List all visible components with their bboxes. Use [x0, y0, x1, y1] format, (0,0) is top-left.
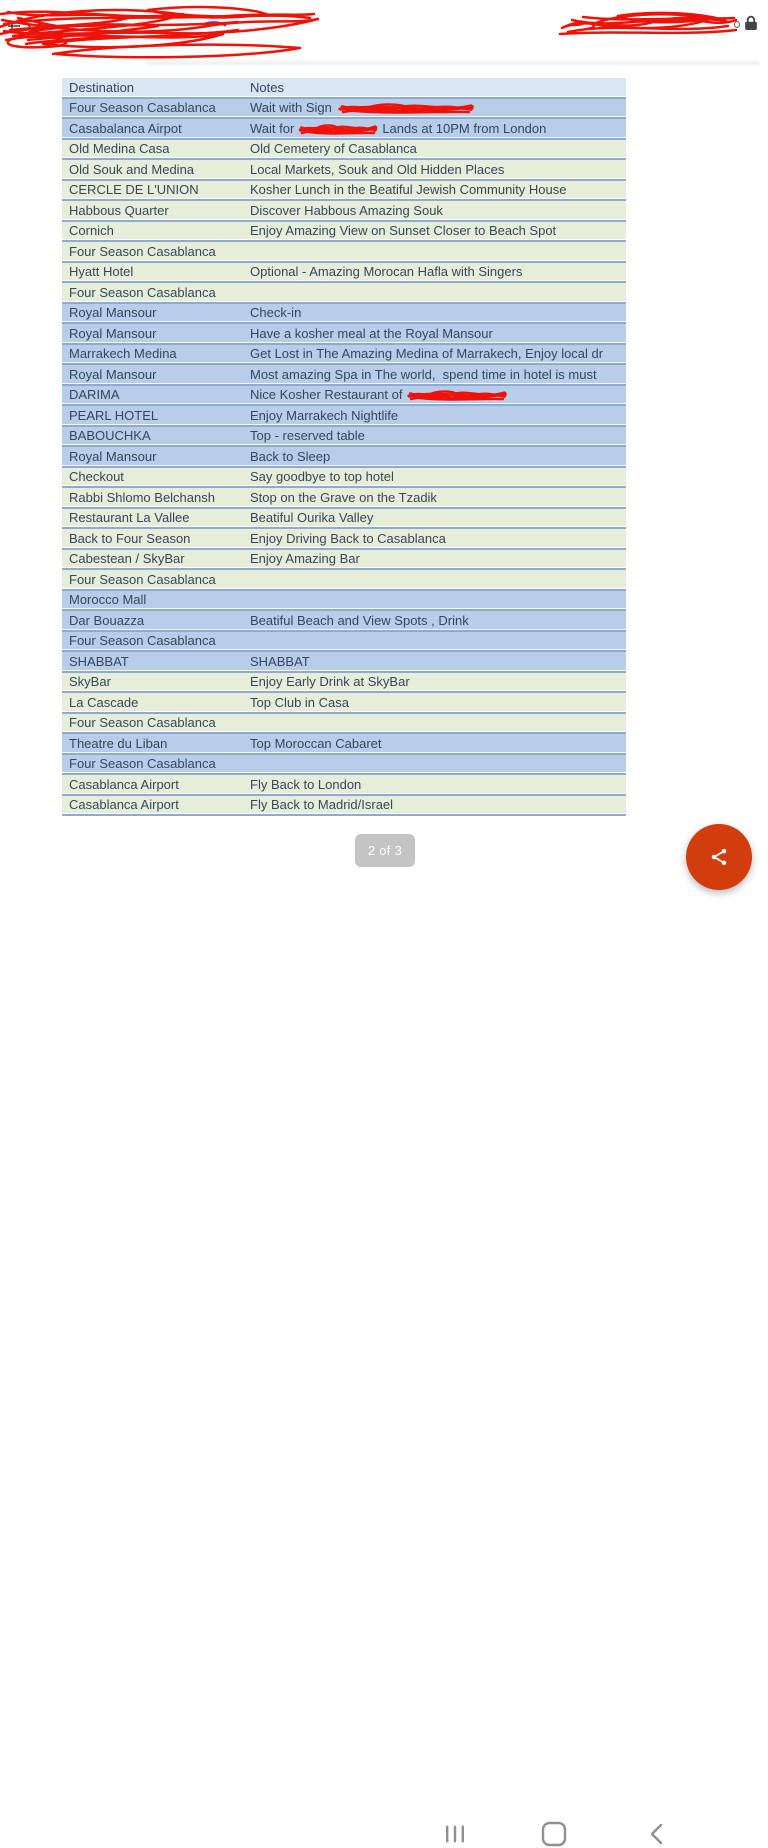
notes-text: Optional - Amazing Morocan Hafla with Singers — [250, 264, 523, 280]
destination-cell: SHABBAT — [69, 653, 129, 669]
notes-text: Enjoy Driving Back to Casablanca — [250, 530, 446, 546]
table-row — [62, 345, 626, 366]
android-nav-bar — [0, 902, 768, 960]
destination-cell: Morocco Mall — [69, 592, 147, 608]
destination-cell: DARIMA — [69, 387, 120, 403]
notes-text: Say goodbye to top hotel — [250, 469, 394, 485]
notes-cell — [250, 120, 626, 137]
table-row — [62, 119, 626, 140]
back-button[interactable] — [643, 1821, 669, 1847]
notes-text: Wait with Sign — [250, 100, 332, 116]
table-row — [62, 488, 626, 509]
table-row — [62, 755, 626, 776]
notes-cell — [250, 162, 626, 177]
notes-cell — [250, 654, 626, 669]
table-row — [62, 673, 626, 694]
destination-cell: Cornich — [69, 223, 114, 239]
back-icon — [648, 1823, 664, 1845]
table-row — [62, 406, 626, 427]
notes-cell — [250, 305, 626, 320]
table-row — [62, 447, 626, 468]
table-row — [62, 693, 626, 714]
table-row — [62, 181, 626, 202]
redaction-scribble-icon — [336, 100, 476, 116]
destination-cell: Old Medina Casa — [69, 141, 170, 157]
table-body — [62, 99, 626, 817]
destination-cell: Marrakech Medina — [69, 346, 177, 362]
notes-cell — [250, 674, 626, 689]
table-row — [62, 140, 626, 161]
table-row — [62, 796, 626, 817]
table-header-row — [62, 78, 626, 99]
table-row — [62, 611, 626, 632]
table-row — [62, 99, 626, 120]
lock-icon — [744, 15, 758, 31]
recents-button[interactable] — [440, 1822, 470, 1846]
destination-cell: Four Season Casablanca — [69, 756, 216, 772]
notes-text: Wait for — [250, 120, 295, 136]
destination-cell: Royal Mansour — [69, 325, 157, 341]
notes-text: Fly Back to London — [250, 776, 362, 792]
notes-cell — [250, 469, 626, 484]
destination-cell: Four Season Casablanca — [69, 715, 216, 731]
notes-text: Top Club in Casa — [250, 694, 349, 710]
destination-cell: Casablanca Airport — [69, 797, 179, 813]
notes-cell — [250, 490, 626, 505]
notes-text: Have a kosher meal at the Royal Mansour — [250, 325, 493, 341]
table-row — [62, 734, 626, 755]
table-row — [62, 304, 626, 325]
column-header-destination: Destination — [69, 79, 135, 95]
table-row — [62, 324, 626, 345]
notes-text: Fly Back to Madrid/Israel — [250, 797, 394, 813]
destination-cell: Royal Mansour — [69, 366, 157, 382]
table-row — [62, 283, 626, 304]
notes-cell — [250, 531, 626, 546]
home-icon — [541, 1821, 567, 1847]
notes-text: Kosher Lunch in the Beatiful Jewish Community House — [250, 182, 567, 198]
table-row — [62, 652, 626, 673]
destination-cell: Royal Mansour — [69, 305, 157, 321]
notes-text: Back to Sleep — [250, 448, 331, 464]
destination-cell: Casablanca Airport — [69, 776, 179, 792]
notes-text: Enjoy Early Drink at SkyBar — [250, 674, 410, 690]
notes-text: Top - reserved table — [250, 428, 365, 444]
share-fab-button[interactable] — [686, 824, 752, 890]
notes-cell — [250, 449, 626, 464]
notes-text: Check-in — [250, 305, 302, 321]
home-button[interactable] — [538, 1820, 570, 1848]
destination-cell: Back to Four Season — [69, 530, 191, 546]
notes-text: Nice Kosher Restaurant of — [250, 387, 403, 403]
table-row — [62, 160, 626, 181]
destination-cell: Cabestean / SkyBar — [69, 551, 185, 567]
destination-cell: Restaurant La Vallee — [69, 510, 190, 526]
page-edge-shadow — [145, 61, 760, 65]
destination-cell: Royal Mansour — [69, 448, 157, 464]
notes-cell — [250, 613, 626, 628]
destination-cell: Dar Bouazza — [69, 612, 145, 628]
table-row — [62, 509, 626, 530]
table-row — [62, 529, 626, 550]
destination-cell: PEARL HOTEL — [69, 407, 159, 423]
notes-cell — [250, 428, 626, 443]
destination-cell: Hyatt Hotel — [69, 264, 134, 280]
destination-cell: BABOUCHKA — [69, 428, 151, 444]
destination-cell: CERCLE DE L'UNION — [69, 182, 199, 198]
notes-cell — [250, 203, 626, 218]
table-row — [62, 632, 626, 653]
table-row — [62, 550, 626, 571]
destination-cell: Checkout — [69, 469, 124, 485]
destination-cell: Casabalanca Airpot — [69, 120, 182, 136]
notes-cell — [250, 551, 626, 566]
table-row — [62, 222, 626, 243]
destination-cell: Theatre du Liban — [69, 735, 168, 751]
notes-text: Most amazing Spa in The world, spend time in hotel is must — [250, 366, 597, 382]
table-row — [62, 468, 626, 489]
destination-cell: Four Season Casablanca — [69, 633, 216, 649]
column-header-notes: Notes — [250, 79, 284, 95]
redaction-scribble-icon — [558, 6, 740, 38]
notes-cell — [250, 264, 626, 279]
notes-cell — [250, 695, 626, 710]
table-row — [62, 386, 626, 407]
notes-cell — [250, 99, 626, 116]
notes-text: Enjoy Amazing View on Sunset Closer to Beach Spot — [250, 223, 557, 239]
notes-cell — [250, 367, 626, 382]
notes-text: Beatiful Beach and View Spots , Drink — [250, 612, 469, 628]
notes-text: Local Markets, Souk and Old Hidden Places — [250, 161, 505, 177]
notes-text: Stop on the Grave on the Tzadik — [250, 489, 437, 505]
notes-cell — [250, 736, 626, 751]
table-row — [62, 263, 626, 284]
notes-cell — [250, 141, 626, 156]
notes-cell — [250, 326, 626, 341]
table-row — [62, 242, 626, 263]
notes-text: Enjoy Marrakech Nightlife — [250, 407, 399, 423]
table-row — [62, 365, 626, 386]
destination-cell: SkyBar — [69, 674, 111, 690]
destination-cell: Old Souk and Medina — [69, 161, 195, 177]
notes-cell — [250, 386, 626, 403]
table-row — [62, 570, 626, 591]
document-canvas[interactable] — [0, 66, 768, 822]
destination-cell: Four Season Casablanca — [69, 571, 216, 587]
notes-cell — [250, 510, 626, 525]
table-row — [62, 714, 626, 735]
notes-cell — [250, 346, 626, 361]
notes-cell — [250, 408, 626, 423]
table-row — [62, 591, 626, 612]
notes-text: Discover Habbous Amazing Souk — [250, 202, 443, 218]
destination-cell: Rabbi Shlomo Belchansh — [69, 489, 215, 505]
notes-text: Top Moroccan Cabaret — [250, 735, 382, 751]
destination-cell: La Cascade — [69, 694, 139, 710]
table-row — [62, 427, 626, 448]
notes-text: Get Lost in The Amazing Medina of Marrakech, Enjoy local dr — [250, 346, 604, 362]
table-row — [62, 775, 626, 796]
page-indicator: 2 of 3 — [355, 834, 415, 867]
notes-cell — [250, 797, 626, 812]
destination-cell: Four Season Casablanca — [69, 243, 216, 259]
share-icon — [709, 847, 729, 867]
notes-text: Enjoy Amazing Bar — [250, 551, 360, 567]
redaction-scribble-icon — [406, 387, 508, 403]
destination-cell: Habbous Quarter — [69, 202, 169, 218]
notes-cell — [250, 777, 626, 792]
destination-cell: Four Season Casablanca — [69, 284, 216, 300]
recents-icon — [445, 1825, 465, 1843]
notes-text: Old Cemetery of Casablanca — [250, 141, 417, 157]
redaction-scribble-icon — [298, 121, 378, 137]
notes-text: Lands at 10PM from London — [382, 120, 547, 136]
notes-cell — [250, 182, 626, 197]
itinerary-table — [62, 78, 626, 816]
destination-cell: Four Season Casablanca — [69, 100, 216, 116]
redaction-scribble-icon — [0, 2, 330, 64]
obscured-status-glyph — [734, 21, 740, 28]
notes-text: SHABBAT — [250, 653, 310, 669]
notes-cell — [250, 223, 626, 238]
notes-text: Beatiful Ourika Valley — [250, 510, 374, 526]
table-row — [62, 201, 626, 222]
